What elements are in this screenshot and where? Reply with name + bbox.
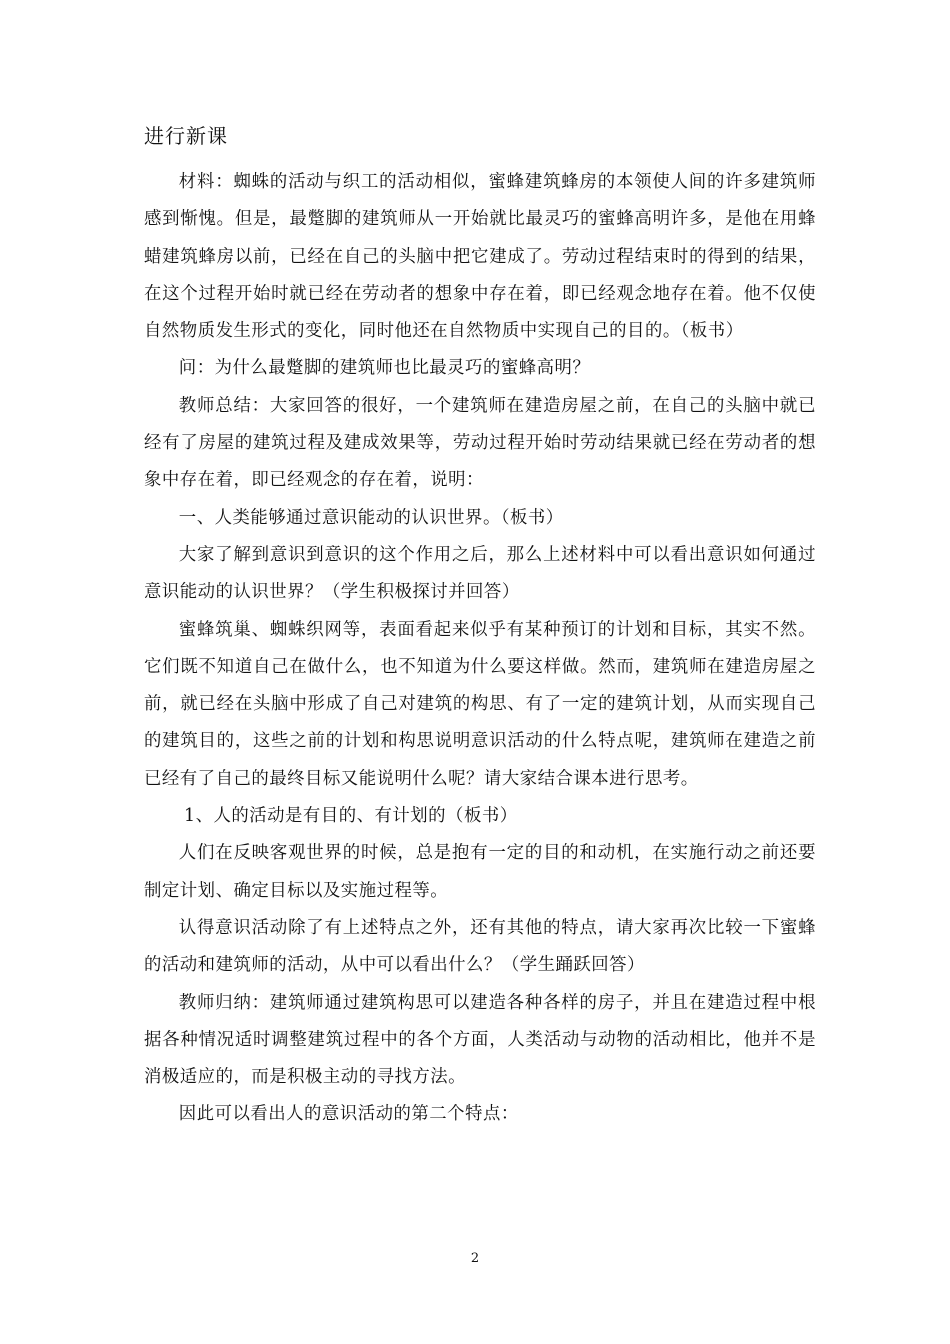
second-feature-intro: 因此可以看出人的意识活动的第二个特点： — [178, 1104, 519, 1125]
teacher-conclusion-paragraph: 教师归纳：建筑师通过建筑构思可以建造各种各样的房子，并且在建造过程中根据各种情况适时调整建筑过程中的各个方面，人类活动与动物的活动相比，他并不是消极适应的，而是积极主动的寻找方法。 — [144, 992, 816, 1088]
board-subpoint-one: 1、人的活动是有目的、有计划的（板书） — [184, 806, 518, 827]
further-comparison-paragraph: 认得意识活动除了有上述特点之外，还有其他的特点，请大家再次比较一下蜜蜂的活动和建筑师的活动，从中可以看出什么？（学生踊跃回答） — [144, 917, 816, 976]
body-text — [144, 164, 816, 1134]
page-number: 2 — [470, 1251, 480, 1266]
section-heading: 进行新课 — [144, 124, 228, 148]
discussion-question-paragraph: 大家了解到意识到意识的这个作用之后，那么上述材料中可以看出意识如何通过意识能动的认识世界？（学生积极探讨并回答） — [144, 544, 816, 603]
question-paragraph: 问：为什么最蹩脚的建筑师也比最灵巧的蜜蜂高明？ — [178, 358, 591, 379]
explanation-paragraph: 人们在反映客观世界的时候，总是抱有一定的目的和动机，在实施行动之前还要制定计划、确定目标以及实施过程等。 — [144, 843, 816, 901]
board-point-one: 一、人类能够通过意识能动的认识世界。（板书） — [178, 507, 564, 528]
comparison-paragraph: 蜜蜂筑巢、蜘蛛织网等，表面看起来似乎有某种预订的计划和目标，其实不然。它们既不知道自己在做什么，也不知道为什么要这样做。然而，建筑师在建造房屋之前，就已经在头脑中形成了自己对建筑的构思、有了一定的建筑计划，从而实现自己的建筑目的，这些之前的计划和构思说明意识活动的什么特点呢，建筑师在建造之前已经有了自己的最终目标又能说明什么呢？请大家结合课本进行思考。 — [144, 619, 816, 789]
teacher-summary-paragraph: 教师总结：大家回答的很好，一个建筑师在建造房屋之前，在自己的头脑中就已经有了房屋的建筑过程及建成效果等，劳动过程开始时劳动结果就已经在劳动者的想象中存在着，即已经观念的存在着，说明： — [144, 395, 816, 491]
material-paragraph: 材料：蜘蛛的活动与织工的活动相似，蜜蜂建筑蜂房的本领使人间的许多建筑师感到惭愧。但是，最蹩脚的建筑师从一开始就比最灵巧的蜜蜂高明许多，是他在用蜂蜡建筑蜂房以前，已经在自己的头脑中把它建成了。劳动过程结束时的得到的结果，在这个过程开始时就已经在劳动者的想象中存在着，即已经观念地存在着。他不仅使自然物质发生形式的变化，同时他还在自然物质中实现自己的目的。（板书） — [144, 172, 816, 342]
